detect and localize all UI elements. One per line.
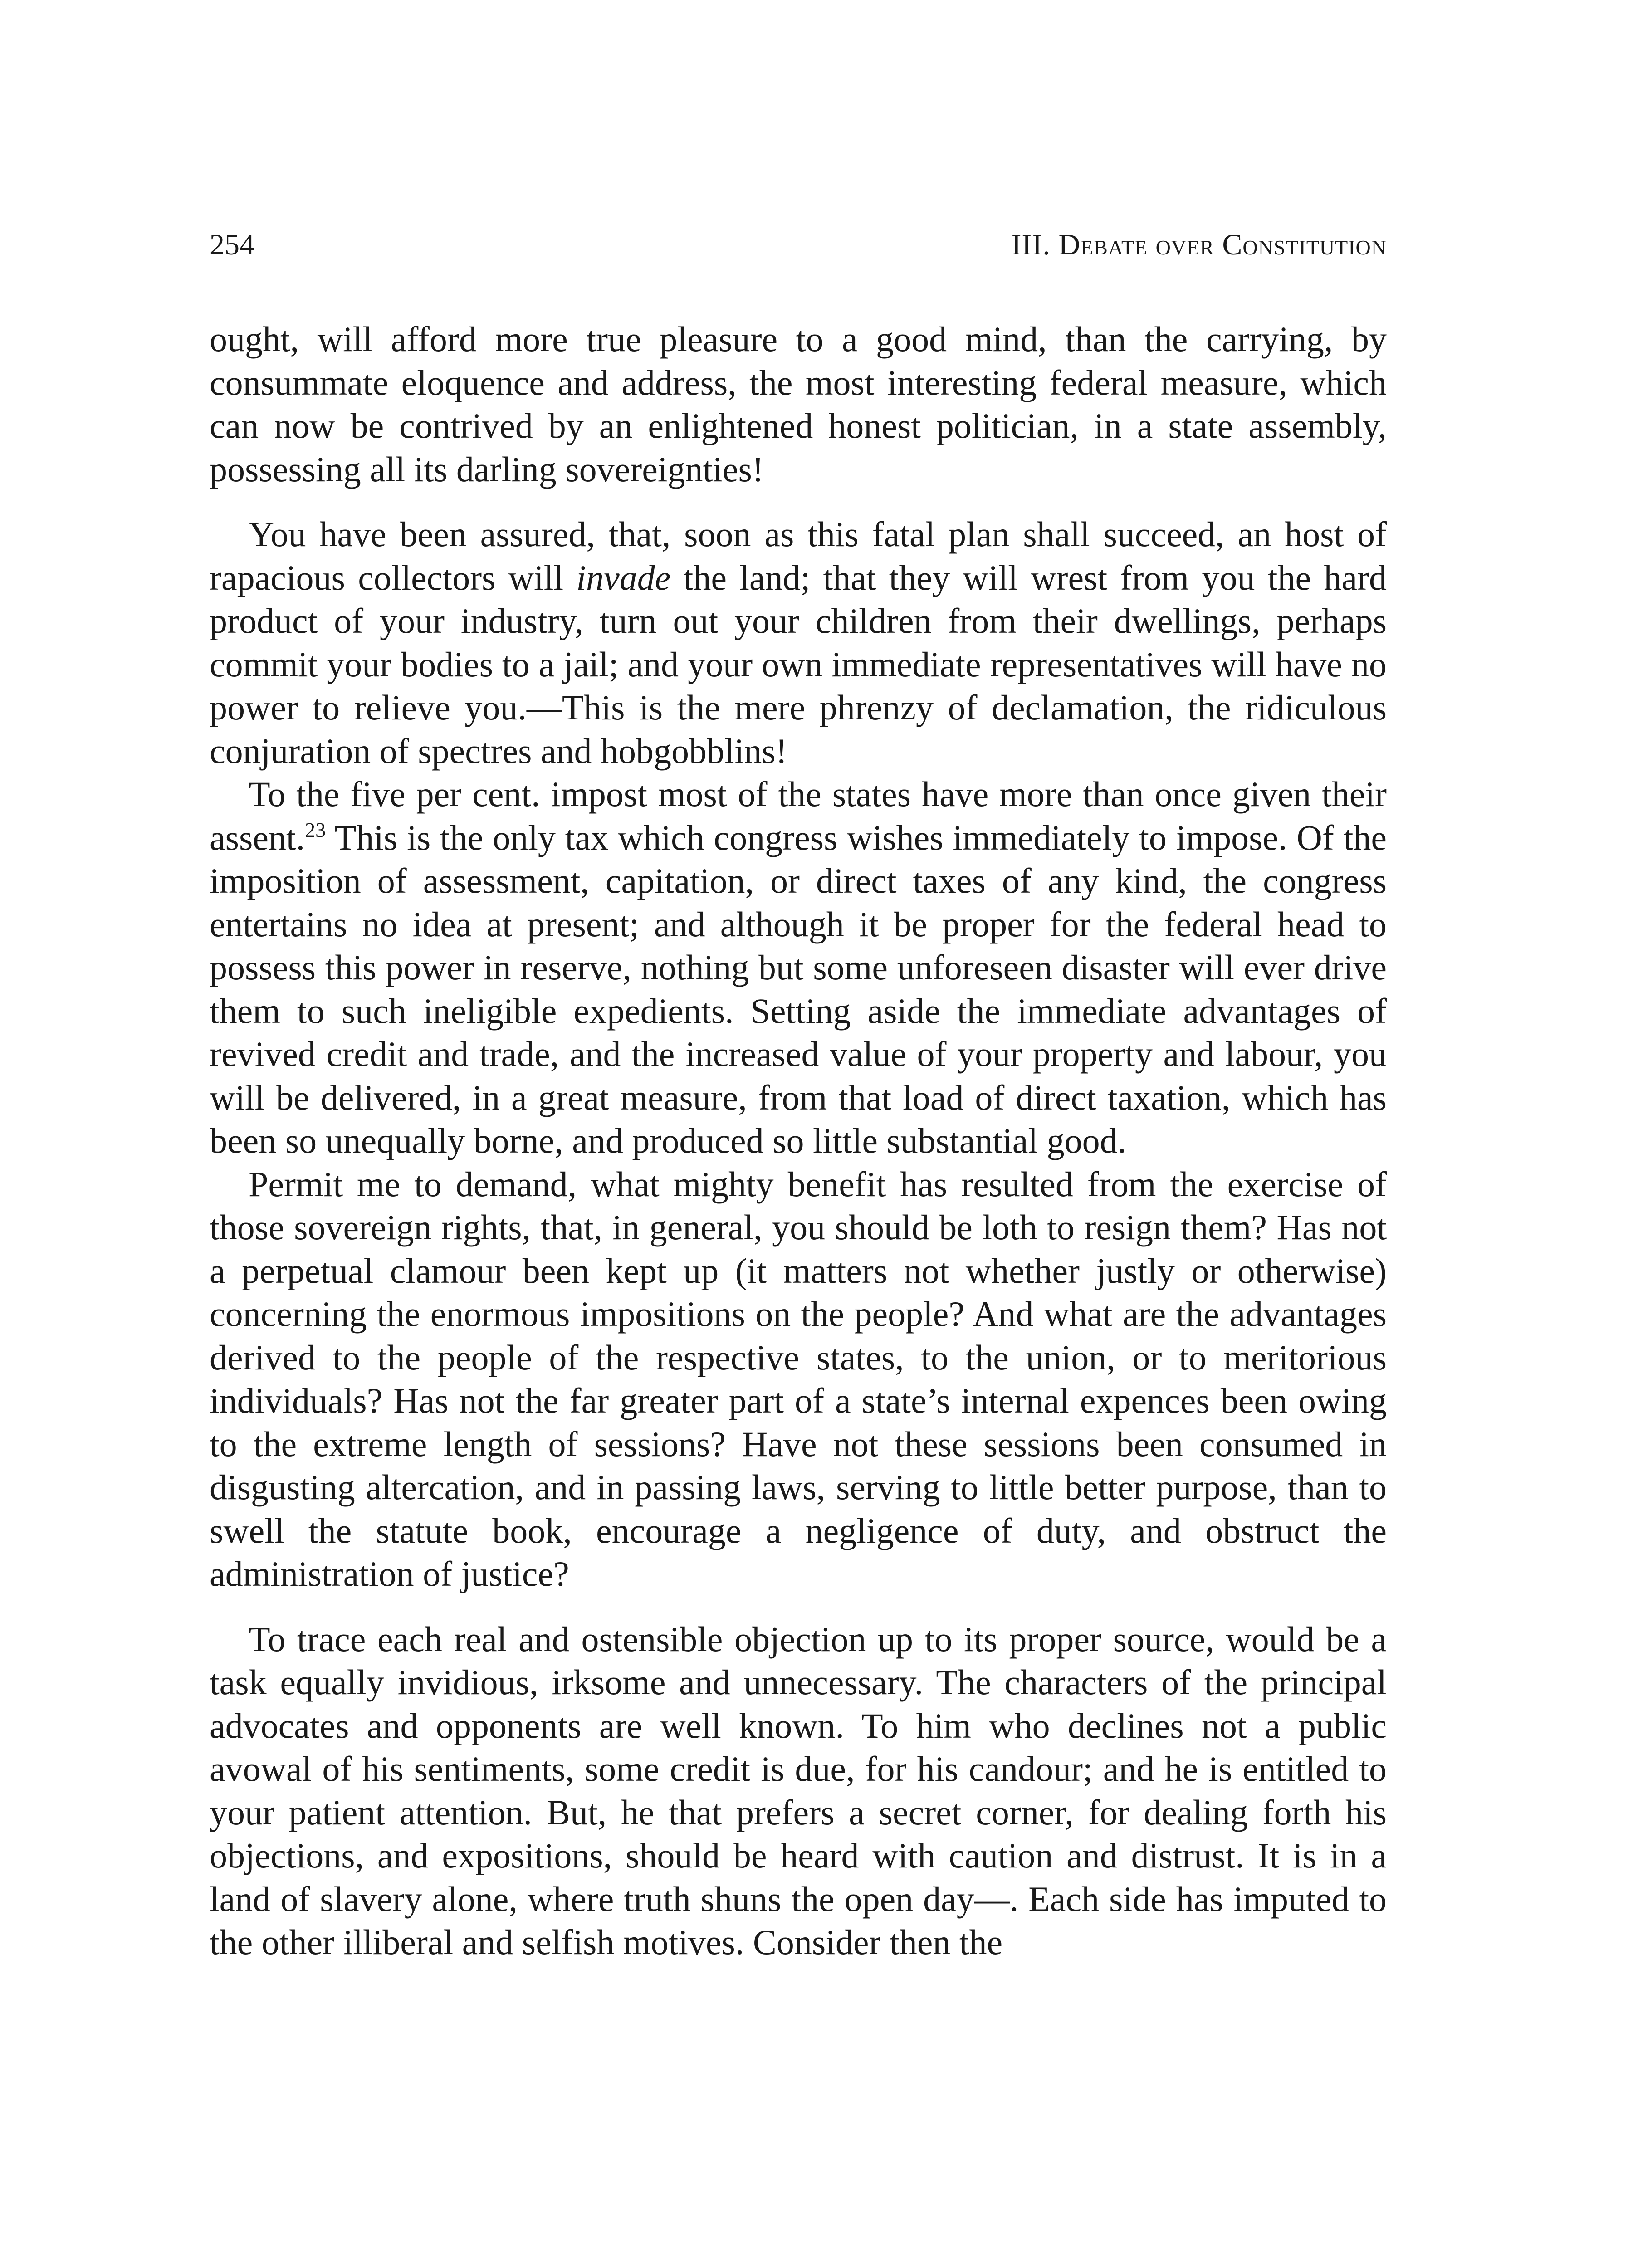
paragraph bbox=[210, 1618, 1387, 1964]
emphasis-text: invade bbox=[576, 557, 671, 597]
paragraph-text: the land; that they will wrest from you the hard product of your industry, turn out your children from their dwellings, perhaps commit your bodies to a jail; and your own immediate representatives will have no power to relieve you.—This is the mere phrenzy of declamation, the ridiculous conjuration of spectres and hobgobblins! bbox=[210, 557, 1387, 771]
paragraph-text: To the five per cent. impost most of the states have more than once given their assent. bbox=[210, 774, 1387, 857]
body-text bbox=[210, 318, 1387, 1964]
paragraph-text: This is the only tax which congress wishes immediately to impose. Of the imposition of assessment, capitation, or direct taxes of any kind, the congress entertains no idea at present; and although it be proper for the federal head to possess this power in reserve, nothing but some unforeseen disaster will ever drive them to such ineligible expedients. Setting aside the immediate advantages of revived credit and trade, and the increased value of your property and labour, you will be delivered, in a great measure, from that load of direct taxation, which has been so unequally borne, and produced so little substantial good. bbox=[210, 817, 1387, 1160]
paragraph-text: Permit me to demand, what mighty benefit has resulted from the exercise of those sovereign rights, that, in general, you should be loth to resign them? Has not a perpetual clamour been kept up (it matters not whether justly or otherwise) concerning the enormous impositions on the people? And what are the advantages derived to the people of the respective states, to the union, or to meritorious individuals? Has not the far greater part of a state’s internal expences been owing to the extreme length of sessions? Have not these sessions been consumed in disgusting altercation, and in passing laws, serving to little better purpose, than to swell the statute book, encourage a negligence of duty, and obstruct the administration of justice? bbox=[210, 1164, 1387, 1593]
paragraph-text: You have been assured, that, soon as this fatal plan shall succeed, an host of rapacious collectors will bbox=[210, 514, 1387, 597]
section-title: III. Debate over Constitution bbox=[1011, 228, 1387, 261]
paragraph bbox=[210, 772, 1387, 1163]
book-page bbox=[210, 0, 1387, 2268]
footnote-reference[interactable]: 23 bbox=[305, 818, 326, 841]
running-head bbox=[210, 227, 1387, 263]
paragraph bbox=[210, 513, 1387, 772]
paragraph-text: ought, will afford more true pleasure to a good mind, than the carrying, by consummate eloquence and address, the most interesting federal measure, which can now be contrived by an enlightened honest politician, in a state assembly, possessing all its darling sovereignties! bbox=[210, 319, 1387, 489]
paragraph-continuation bbox=[210, 318, 1387, 491]
page-number: 254 bbox=[210, 228, 254, 261]
paragraph-text: To trace each real and ostensible objection up to its proper source, would be a task equally invidious, irksome and unnecessary. The characters of the principal advocates and opponents are well known. To him who declines not a public avowal of his sentiments, some credit is due, for his candour; and he is entitled to your patient attention. But, he that prefers a secret corner, for dealing forth his objections, and expositions, should be heard with caution and distrust. It is in a land of slavery alone, where truth shuns the open day—. Each side has imputed to the other illiberal and selfish motives. Consider then the bbox=[210, 1619, 1387, 1962]
paragraph bbox=[210, 1163, 1387, 1596]
